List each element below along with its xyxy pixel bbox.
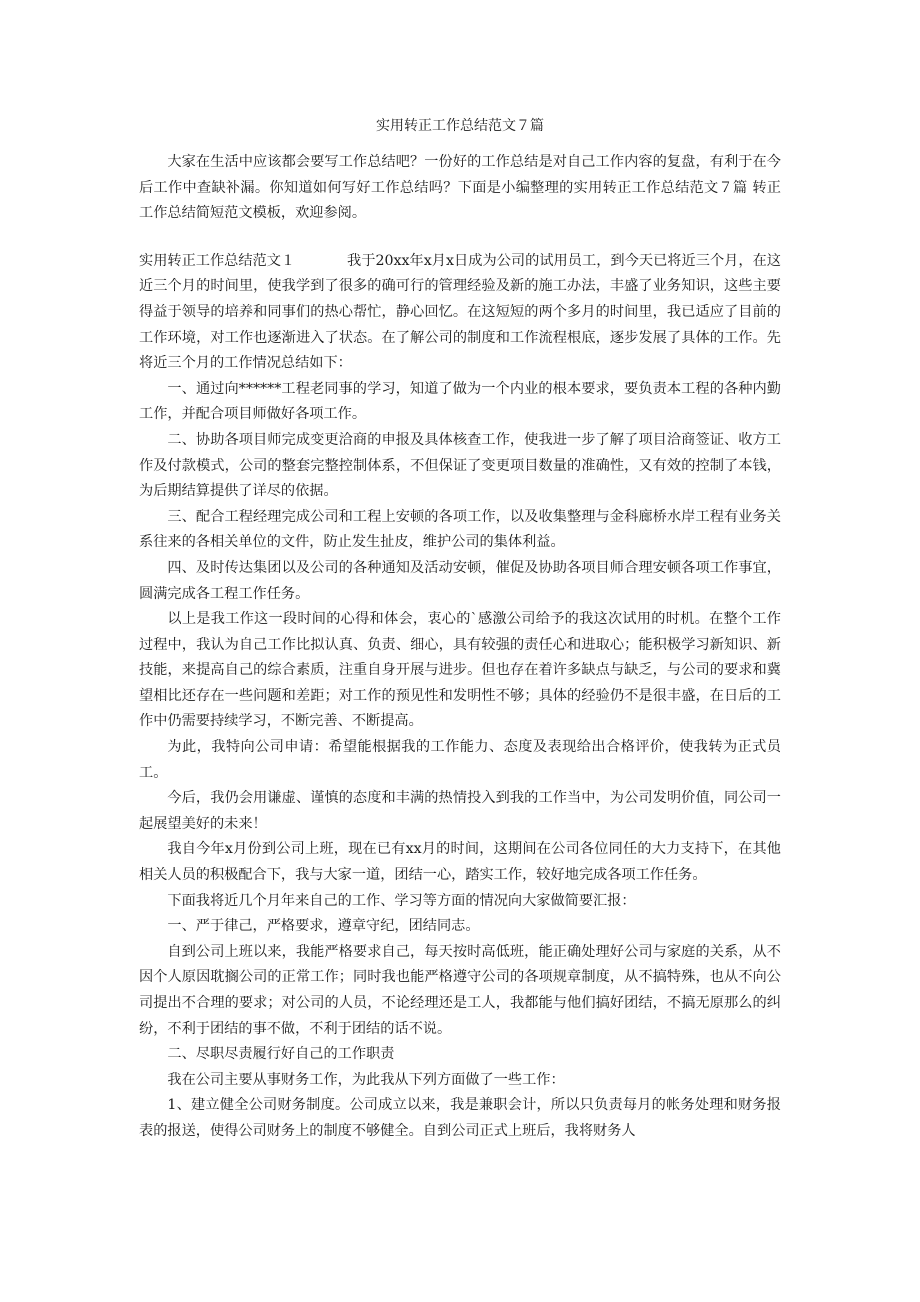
body-paragraph: 二、协助各项目师完成变更洽商的申报及具体核查工作，使我进一步了解了项目洽商签证、收方工作及付款模式，公司的整套完整控制体系，不但保证了变更项目数量的准确性，又有效的控制了本钱，为后期结算提供了详尽的依据。 — [139, 431, 781, 500]
body-paragraph: 三、配合工程经理完成公司和工程上安顿的各项工作，以及收集整理与金科廊桥水岸工程有业务关系往来的各相关单位的文件，防止发生扯皮，维护公司的集体利益。 — [139, 508, 781, 551]
section1-paragraph — [139, 249, 781, 377]
section1-heading: 实用转正工作总结范文１ — [139, 252, 296, 269]
body-paragraph: 自到公司上班以来，我能严格要求自己，每天按时高低班，能正确处理好公司与家庭的关系，从不因个人原因耽搁公司的正常工作；同时我也能严格遵守公司的各项规章制度，从不搞特殊，也从不向公司提出不合理的要求；对公司的人员，不论经理还是工人，我都能与他们搞好团结，不搞无原那么的纠纷，不利于团结的事不做，不利于团结的话不说。 — [139, 943, 781, 1037]
intro-paragraph: 大家在生活中应该都会要写工作总结吧？一份好的工作总结是对自己工作内容的复盘，有利于在今后工作中查缺补漏。你知道如何写好工作总结吗？下面是小编整理的实用转正工作总结范文７篇 转正工作总结简短范文模板，欢迎参阅。 — [139, 154, 781, 222]
document-title: 实用转正工作总结范文７篇 — [376, 118, 544, 134]
body-paragraph: 下面我将近几个月年来自己的工作、学习等方面的情况向大家做简要汇报： — [167, 892, 636, 909]
body-paragraph: 1、建立健全公司财务制度。公司成立以来，我是兼职会计，所以只负责每月的帐务处理和财务报表的报送，使得公司财务上的制度不够健全。自到公司正式上班后，我将财务人 — [139, 1097, 781, 1139]
body-paragraph: 为此，我特向公司申请：希望能根据我的工作能力、态度及表现给出合格评价，使我转为正式员工。 — [139, 739, 781, 781]
body-paragraph: 一、通过向******工程老同事的学习，知道了做为一个内业的根本要求，要负责本工程的各种内勤工作，并配合项目师做好各项工作。 — [139, 380, 781, 423]
body-paragraph: 我自今年x月份到公司上班，现在已有xx月的时间，这期间在公司各位同任的大力支持下，在其他相关人员的积极配合下，我与大家一道，团结一心，踏实工作，较好地完成各项工作任务。 — [139, 841, 781, 884]
body-paragraph: 二、尽职尽责履行好自己的工作职责 — [167, 1046, 395, 1063]
body-paragraph: 以上是我工作这一段时间的心得和体会，衷心的`感激公司给予的我这次试用的时机。在整个工作过程中，我认为自己工作比拟认真、负责、细心，具有较强的责任心和进取心；能积极学习新知识、新技能，来提高自己的综合素质，注重自身开展与进步。但也存在着许多缺点与缺乏，与公司的要求和冀望相比还存在一些问题和差距；对工作的预见性和发明性不够；具体的经验仍不是很丰盛，在日后的工作中仍需要持续学习，不断完善、不断提高。 — [139, 611, 781, 730]
body-paragraph: 我在公司主要从事财务工作，为此我从下列方面做了一些工作： — [167, 1071, 565, 1088]
body-paragraph: 一、严于律己，严格要求，遵章守纪，团结同志。 — [167, 918, 480, 935]
body-paragraph: 今后，我仍会用谦虚、谨慎的态度和丰满的热情投入到我的工作当中，为公司发明价值，同公司一起展望美好的未来！ — [139, 790, 781, 832]
body-paragraph: 四、及时传达集团以及公司的各种通知及活动安顿，催促及协助各项目师合理安顿各项工作事宜，圆满完成各工程工作任务。 — [139, 559, 781, 602]
document-body — [139, 150, 781, 1145]
section1-opening: 我于20xx年x月x日成为公司的试用员工，到今天已将近三个月，在这近三个月的时间里，使我学到了很多的确可行的管理经验及新的施工办法，丰盛了业务知识，这些主要得益于领导的培养和同事们的热心帮忙，静心回忆。在这短短的两个多月的时间里，我已适应了目前的工作环境，对工作也逐渐进入了状态。在了解公司的制度和工作流程根底，逐步发展了具体的工作。先将近三个月的工作情况总结如下： — [139, 252, 781, 372]
